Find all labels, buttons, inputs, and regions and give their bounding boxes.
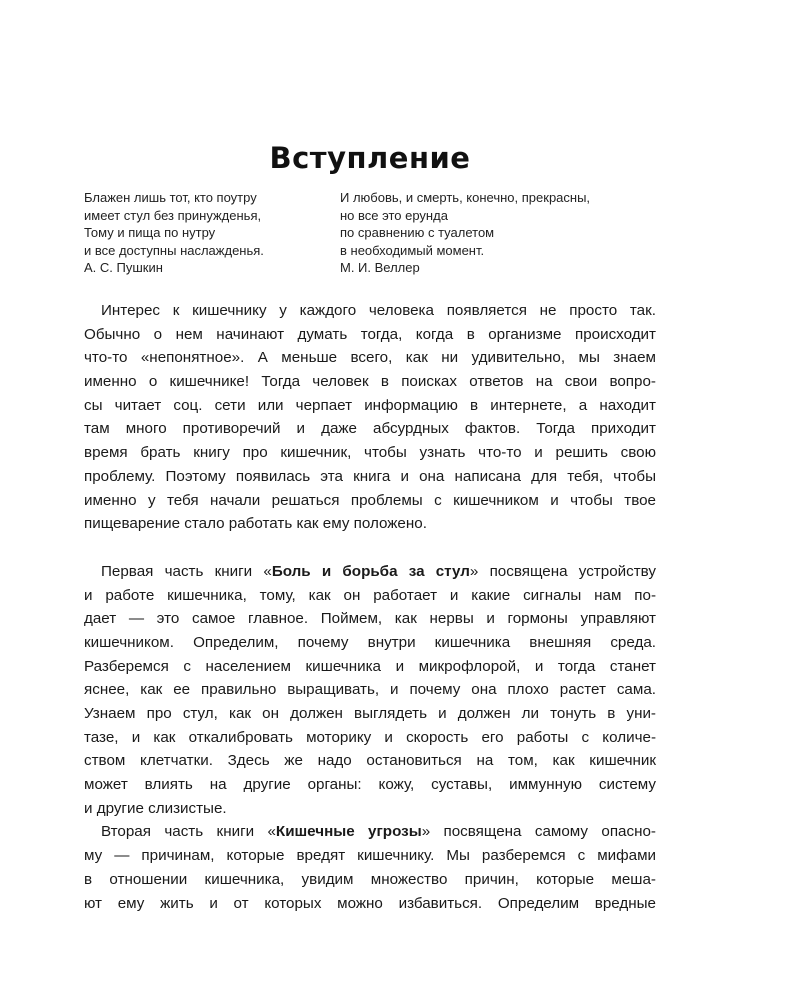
text-run: Первая часть книги « [101,562,272,580]
paragraph-2 [84,560,656,821]
text-line [84,560,656,584]
epigraph-line: имеет стул без принужденья, [84,207,262,223]
text-line [84,820,656,844]
paragraph-3 [84,820,656,915]
text-line: яснее, как ее правильно выращивать, и почему она плохо растет сама. [84,681,656,699]
text-line: именно о кишечнике! Тогда человек в поисках ответов на свои вопро- [84,373,656,391]
epigraph-line: Блажен лишь тот, кто поутру [84,190,257,205]
text-line: Узнаем про стул, как он должен выглядеть и должен ли тонуть в уни- [84,705,656,722]
paragraph-1 [84,299,656,536]
epigraph-line: но все это ерунда [340,207,448,223]
text-line: ством клетчатки. Здесь же надо остановиться на том, как кишечник [84,752,656,770]
section-name-bold: Кишечные угрозы [275,823,422,841]
text-line: кишечником. Определим, почему внутри кишечника внешняя среда. [84,633,656,651]
text-line: может влиять на другие органы: кожу, суставы, иммунную систему [84,776,656,794]
text-line: дает — это самое главное. Поймем, как нервы и гормоны управляют [84,610,656,628]
page-title: Вступление [269,141,471,175]
text-line: и другие слизистые. [84,799,227,817]
text-line: там много противоречий и даже абсурдных фактов. Тогда приходит [84,420,656,438]
text-run: » посвящена самому опасно- [421,823,656,841]
epigraph-line: по сравнению с туалетом [340,225,495,241]
text-line: тазе, и как откалибровать моторику и скорость его работы с количе- [84,728,656,746]
section-name-bold: Боль и борьба за стул [271,562,470,580]
epigraph-line: и все доступны наслажденья. [84,242,264,258]
text-line: что-то «непонятное». А меньше всего, как ни удивительно, мы знаем [84,349,656,367]
text-line: время брать книгу про кишечник, чтобы узнать что-то и решить свою [84,444,656,462]
text-line: в отношении кишечника, увидим множество причин, которые меша- [84,870,656,888]
body-text [84,299,656,915]
epigraph-line: И любовь, и смерть, конечно, прекрасны, [340,190,591,205]
text-line: Интерес к кишечнику у каждого человека появляется не просто так. [101,302,656,319]
text-line: пищеварение стало работать как ему положено. [84,515,427,533]
text-line: проблему. Поэтому появилась эта книга и она написана для тебя, чтобы [84,467,656,485]
text-line: му — причинам, которые вредят кишечнику. Мы разберемся с мифами [84,847,656,865]
text-line: Разберемся с населением кишечника и микрофлорой, и тогда станет [84,657,656,675]
text-run: Вторая часть книги « [101,823,276,841]
epigraph-author: А. С. Пушкин [84,260,163,276]
epigraph-right [340,189,670,277]
epigraph-left [84,189,334,277]
text-line: Обычно о нем начинают думать тогда, когда в организме происходит [84,325,656,343]
epigraph-line: Тому и пища по нутру [84,225,216,241]
text-line: сы читает соц. сети или черпает информацию в интернете, а находит [84,396,656,414]
text-line: и работе кишечника, тому, как он работает и какие сигналы нам по- [84,586,656,604]
epigraph-author: М. И. Веллер [340,260,420,276]
epigraph-line: в необходимый момент. [340,242,485,258]
text-run: » посвящена устройству [469,562,657,580]
text-line: ют ему жить и от которых можно избавиться. Определим вредные [84,894,656,912]
text-line: именно у тебя начали решаться проблемы с кишечником и чтобы твое [84,491,656,509]
